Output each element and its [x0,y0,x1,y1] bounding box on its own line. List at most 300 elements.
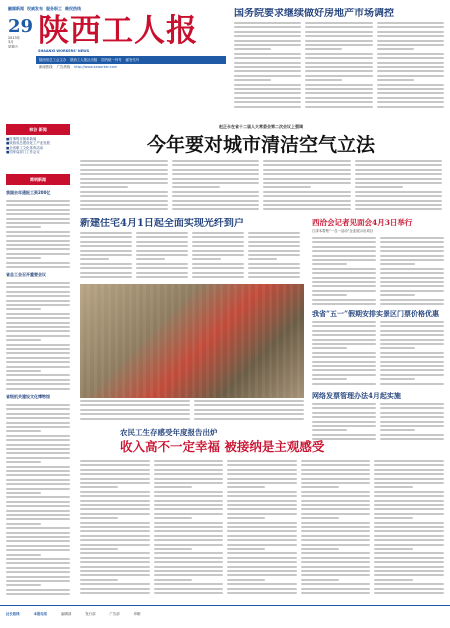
text-line [154,592,224,594]
text-line [80,208,168,210]
text-line [6,439,70,441]
text-line [312,334,376,336]
text-line [80,570,150,572]
text-line [380,272,444,274]
text-line [312,250,376,252]
text-line [192,254,244,256]
text-line [377,70,444,72]
text-line [154,508,224,510]
text-line [6,518,70,520]
text-line [380,259,444,261]
text-line [305,26,372,28]
text-line [234,97,301,99]
text-line [305,35,372,37]
text-line [380,407,444,409]
text-line [301,548,339,550]
text-line [80,508,150,510]
text-line [355,160,443,162]
text-line [192,245,244,247]
text-line [234,62,301,64]
text-line [380,255,444,257]
text-line [6,562,70,564]
left-col-body-2 [6,282,70,392]
text-line [301,495,371,497]
text-line [6,505,70,507]
right-headline[interactable]: 我省“五一”假期安排实景区门票价格优惠 [312,309,440,318]
logo-text: 陕西工人报 [38,14,198,49]
text-line [6,235,70,237]
footer-item: 本报电话 [33,611,48,616]
text-line [6,388,70,390]
text-line [374,473,444,475]
text-line [305,53,372,55]
text-line [234,26,301,28]
text-line [380,246,444,248]
text-line [234,101,301,103]
text-line [80,460,150,462]
text-line [80,486,118,488]
list-item[interactable]: ■时事短评简单新闻 [6,137,37,141]
text-line [80,548,118,550]
text-line [80,473,150,475]
top-tab[interactable]: 维权热线 [65,6,81,11]
text-line [234,79,271,81]
text-line [380,285,444,287]
text-line [6,404,70,406]
text-line [355,191,443,193]
text-line [154,557,224,559]
text-line [80,160,168,162]
text-line [374,517,412,519]
text-line [80,592,150,594]
text-line [80,245,132,247]
text-line [6,218,70,220]
text-line [6,257,41,259]
text-line [374,552,444,554]
text-line [263,186,311,188]
text-line [80,544,150,546]
text-line [194,413,304,415]
text-line [172,186,220,188]
text-line [136,267,188,269]
text-line [80,272,132,274]
text-line [263,178,351,180]
text-line [154,504,224,506]
text-line [374,583,444,585]
text-line [80,236,132,238]
text-line [377,97,444,99]
text-line [301,535,371,537]
text-line [301,491,371,493]
text-line [374,513,444,515]
text-line [6,352,70,354]
lead-headline[interactable]: 今年要对城市清洁空气立法 [146,134,375,156]
footer-item: 广告部 [109,611,120,616]
text-line [6,457,70,459]
text-line [6,536,70,538]
text-line [227,508,297,510]
text-line [312,407,376,409]
text-line [172,204,260,206]
text-line [227,539,297,541]
text-line [380,383,444,385]
right-headline-box [312,309,444,319]
text-line [305,70,372,72]
text-line [154,517,192,519]
text-line [6,344,70,346]
text-line [6,282,70,284]
text-line [6,244,70,246]
text-line [6,266,70,268]
bottom-kicker: 农民工生存感受年度报告出炉 [120,428,218,437]
text-line [312,378,347,380]
text-line [374,548,412,550]
text-line [301,522,371,524]
text-line [80,164,168,166]
text-line [377,88,444,90]
date-line: 3月 [8,40,14,45]
text-line [227,579,265,581]
strip-item: 陕西工人报社出版 [70,57,98,62]
text-line [6,461,41,463]
text-line [80,500,150,502]
text-line [6,479,70,481]
text-line [6,248,70,250]
text-line [227,513,297,515]
text-line [305,75,372,77]
text-line [80,267,132,269]
text-line [80,186,128,188]
text-line [80,413,190,415]
text-line [227,548,265,550]
top-tab[interactable]: 权威发布 [27,6,43,11]
text-line [192,241,244,243]
text-line [227,473,297,475]
text-line [154,548,192,550]
text-line [80,400,190,402]
text-line [136,263,188,265]
left-item-head [6,190,70,198]
text-line [305,22,372,24]
top-tab[interactable]: 服务职工 [46,6,62,11]
text-line [227,552,297,554]
strip-item: 广告热线 [56,65,71,69]
text-line [154,500,224,502]
text-line [6,527,70,529]
text-line [355,208,443,210]
section-title: 林谷 新闻 [29,127,47,132]
text-line [301,526,371,528]
text-line [301,460,371,462]
text-line [136,236,188,238]
text-line [312,263,347,265]
text-line [380,361,444,363]
footer-item: 社长热线 [6,611,20,616]
text-line [6,571,70,573]
text-line [355,182,443,184]
text-line [248,272,300,274]
left-item-head [6,272,70,280]
right-headline-box [312,391,444,401]
right-headline-box [312,218,444,228]
text-line [374,491,444,493]
text-line [172,208,260,210]
bottom-headline[interactable]: 收入高不一定幸福 被接纳是主观感受 [120,439,325,454]
text-line [301,588,371,590]
text-line [374,526,444,528]
text-line [80,409,190,411]
text-line [136,254,188,256]
sub-headline[interactable]: 新建住宅4月1日起全面实现光纤到户 [80,218,244,229]
text-line [312,303,376,305]
text-line [301,530,371,532]
text-line [227,464,297,466]
text-line [192,250,244,252]
text-line [355,169,443,171]
date-line: 2013年 [8,36,21,40]
text-line [301,517,339,519]
text-line [234,40,301,42]
text-line [172,182,260,184]
text-line [380,268,444,270]
text-line [192,267,244,269]
text-line [305,88,372,90]
text-line [154,552,224,554]
text-line [154,469,224,471]
text-line [248,267,300,269]
text-line [6,348,70,350]
text-line [312,374,376,376]
left-col-body-1 [6,200,70,270]
text-line [377,35,444,37]
text-line [301,500,371,502]
text-line [192,258,221,260]
text-line [234,75,301,77]
text-line [380,429,415,431]
right-headline[interactable]: 西洽会记者见面会4月3日举行 [312,218,413,227]
text-line [80,173,168,175]
text-line [263,200,351,202]
text-line [80,566,150,568]
text-line [377,53,444,55]
text-line [154,495,224,497]
text-line [192,272,244,274]
text-line [6,488,70,490]
text-line [6,291,70,293]
footer [6,608,446,620]
text-line [80,478,150,480]
list-item[interactable]: ■全省职工文化体育活动 [6,145,44,150]
text-line [80,254,132,256]
text-line [80,276,132,278]
left-col-body-3 [6,404,70,599]
text-line [154,491,224,493]
text-line [6,322,70,324]
section-header [6,124,70,135]
text-line [6,422,70,424]
text-line [234,88,301,90]
footer-item: 发行部 [85,611,96,616]
text-line [355,186,403,188]
text-line [380,356,444,358]
news-photo [80,284,304,398]
text-line [312,290,376,292]
text-line [380,303,444,305]
text-line [192,263,244,265]
text-line [374,464,444,466]
right-headline[interactable]: 网络发票管理办法4月起实施 [312,391,401,400]
top-tab[interactable]: 融媒新闻 [8,6,24,11]
text-line [80,195,168,197]
text-line [374,530,444,532]
text-line [355,204,443,206]
text-line [374,570,444,572]
text-line [374,539,444,541]
text-line [6,374,70,376]
text-line [312,299,376,301]
text-line [380,290,444,292]
text-line [312,277,376,279]
text-line [312,237,376,239]
item-headline[interactable]: 省总工会召开重要会议 [6,272,46,277]
text-line [377,66,444,68]
text-line [380,425,444,427]
text-line [380,347,415,349]
footer-rule [0,605,450,606]
text-line [227,460,297,462]
text-line [154,473,224,475]
text-line [380,281,444,283]
text-line [6,514,70,516]
text-line [380,339,444,341]
text-line [301,539,371,541]
text-line [80,263,132,265]
text-line [301,544,371,546]
text-line [6,222,70,224]
text-line [80,526,150,528]
text-line [355,173,443,175]
text-line [227,561,297,563]
text-line [263,169,351,171]
text-line [227,530,297,532]
text-line [80,204,168,206]
text-line [80,232,132,234]
text-line [6,209,70,211]
website-link[interactable]: http://www.sxworker.com [74,65,117,69]
text-line [6,589,70,591]
text-line [374,588,444,590]
list-item[interactable]: ■陕西省总建设化工产业发展 [6,141,50,146]
top-right-headline[interactable]: 国务院要求继续做好房地产市场调控 [234,8,394,19]
text-line [377,75,444,77]
text-line [380,374,444,376]
text-line [305,57,372,59]
item-headline[interactable]: 我国去年通报工资200亿 [6,190,51,195]
text-line [380,421,444,423]
right-kicker: 江泽本将察“一含一活动”企业展示出项目 [312,229,374,233]
text-line [6,366,70,368]
text-line [6,361,70,363]
text-line [248,254,300,256]
text-line [312,255,376,257]
text-line [301,570,371,572]
text-line [374,522,444,524]
text-line [6,545,70,547]
text-line [374,579,412,581]
text-line [6,304,70,306]
list-item[interactable]: ■国家局部门工作会议 [6,150,40,155]
text-line [355,195,443,197]
text-line [136,250,188,252]
text-line [374,574,444,576]
text-line [234,106,301,108]
text-line [374,557,444,559]
text-line [374,478,444,480]
text-line [194,404,304,406]
text-line [80,561,150,563]
text-line [154,535,224,537]
text-line [377,106,444,108]
lead-headline-box [78,134,444,156]
info-strip [36,56,226,64]
text-line [377,26,444,28]
text-line [380,325,444,327]
text-line [305,66,372,68]
text-line [312,356,376,358]
item-headline[interactable]: 省级机关建设文化博物馆 [6,394,50,399]
text-line [136,241,188,243]
text-line [263,208,351,210]
text-line [6,204,70,206]
text-line [6,335,70,337]
text-line [234,84,301,86]
text-line [6,448,70,450]
text-line [234,48,271,50]
text-line [6,413,70,415]
text-line [227,526,297,528]
text-line [194,400,304,402]
text-line [301,469,371,471]
text-line [172,200,260,202]
text-line [377,57,444,59]
text-line [6,226,41,228]
text-line [136,276,188,278]
text-line [6,496,70,498]
text-line [227,478,297,480]
text-line [234,31,301,33]
top-right-body [234,22,444,112]
text-line [248,263,300,265]
text-line [80,178,168,180]
text-line [380,416,444,418]
text-line [305,48,342,50]
text-line [172,169,260,171]
text-line [6,426,70,428]
text-line [380,321,444,323]
text-line [312,347,347,349]
right-body-1 [312,237,444,307]
text-line [301,473,371,475]
text-line [6,444,70,446]
text-line [6,474,70,476]
text-line [380,263,415,265]
text-line [172,191,260,193]
right-kicker-box [312,229,444,235]
text-line [312,403,376,405]
text-line [6,523,41,525]
text-line [380,378,415,380]
text-line [234,44,301,46]
